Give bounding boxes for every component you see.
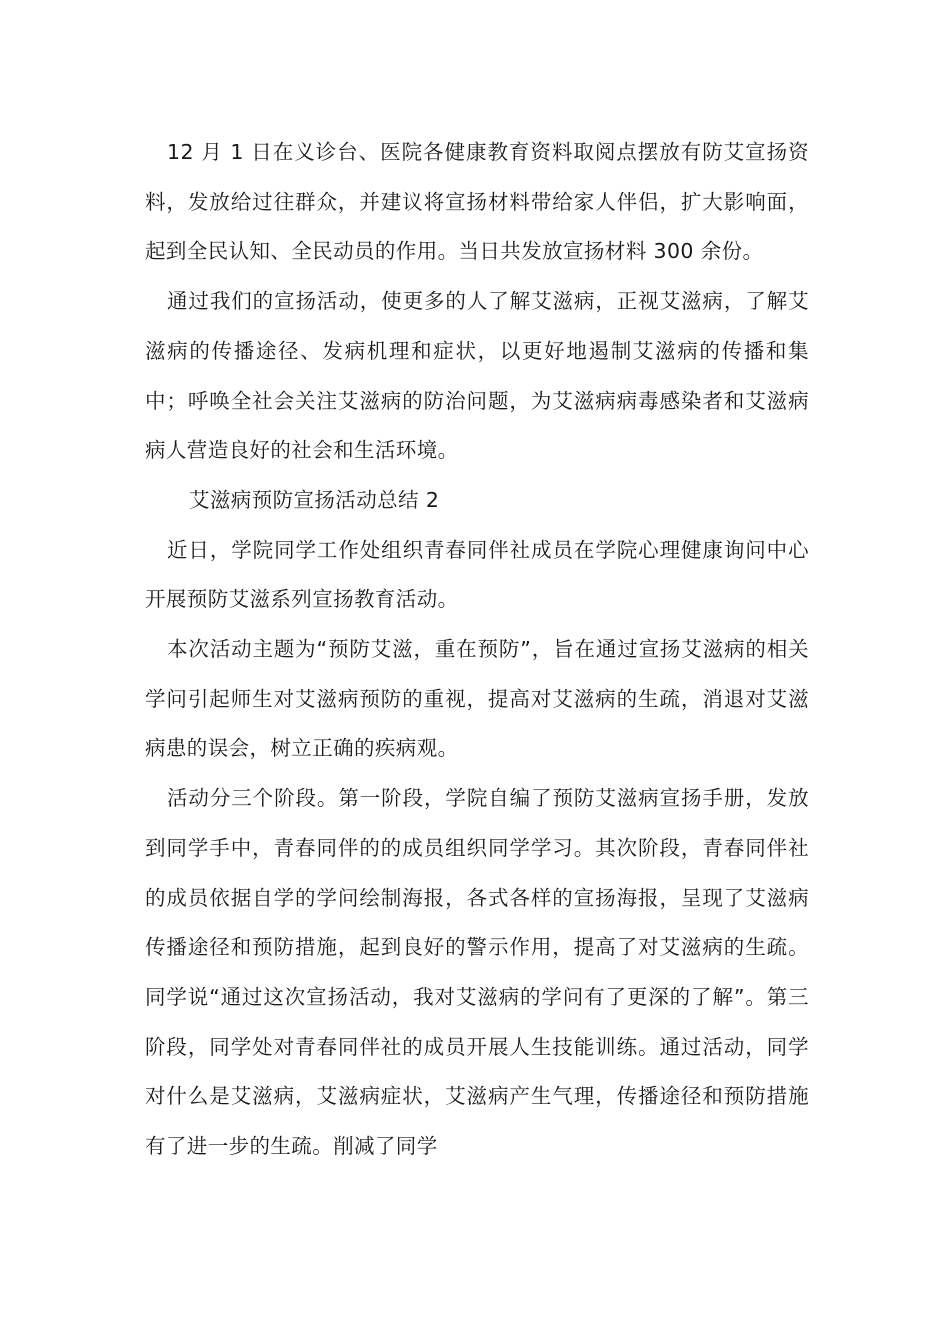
section-heading: 艾滋病预防宣扬活动总结 2 bbox=[189, 487, 440, 512]
paragraph-activity-theme: 本次活动主题为“预防艾滋，重在预防”，旨在通过宣扬艾滋病的相关学问引起师生对艾滋病预防的重视，提高对艾滋病的生疏，消退对艾滋病患的误会，树立正确的疾病观。 bbox=[145, 637, 809, 761]
paragraph-campaign-purpose: 通过我们的宣扬活动，使更多的人了解艾滋病，正视艾滋病，了解艾滋病的传播途径、发病机理和症状，以更好地遏制艾滋病的传播和集中；呼唤全社会关注艾滋病的防治问题，为艾滋病病毒感染者和艾滋病病人营造良好的社会和生活环境。 bbox=[145, 289, 809, 463]
paragraph-recent-activity: 近日，学院同学工作处组织青春同伴社成员在学院心理健康询问中心开展预防艾滋系列宣扬教育活动。 bbox=[145, 537, 809, 612]
paragraph-activity-stages: 活动分三个阶段。第一阶段，学院自编了预防艾滋病宣扬手册，发放到同学手中，青春同伴的的成员组织同学学习。其次阶段，青春同伴社的成员依据自学的学问绘制海报，各式各样的宣扬海报，呈现了艾滋病传播途径和预防措施，起到良好的警示作用，提高了对艾滋病的生疏。同学说“通过这次宣扬活动，我对艾滋病的学问有了更深的了解”。第三阶段，同学处对青春同伴社的成员开展人生技能训练。通过活动，同学对什么是艾滋病，艾滋病症状，艾滋病产生气理，传播途径和预防措施有了进一步的生疏。削减了同学 bbox=[145, 786, 809, 1159]
document-body bbox=[145, 128, 809, 1172]
paragraph-free-materials: 12 月 1 日在义诊台、医院各健康教育资料取阅点摆放有防艾宣扬资料，发放给过往群众，并建议将宣扬材料带给家人伴侣，扩大影响面，起到全民认知、全民动员的作用。当日共发放宣扬材料 300 余份。 bbox=[145, 140, 809, 264]
